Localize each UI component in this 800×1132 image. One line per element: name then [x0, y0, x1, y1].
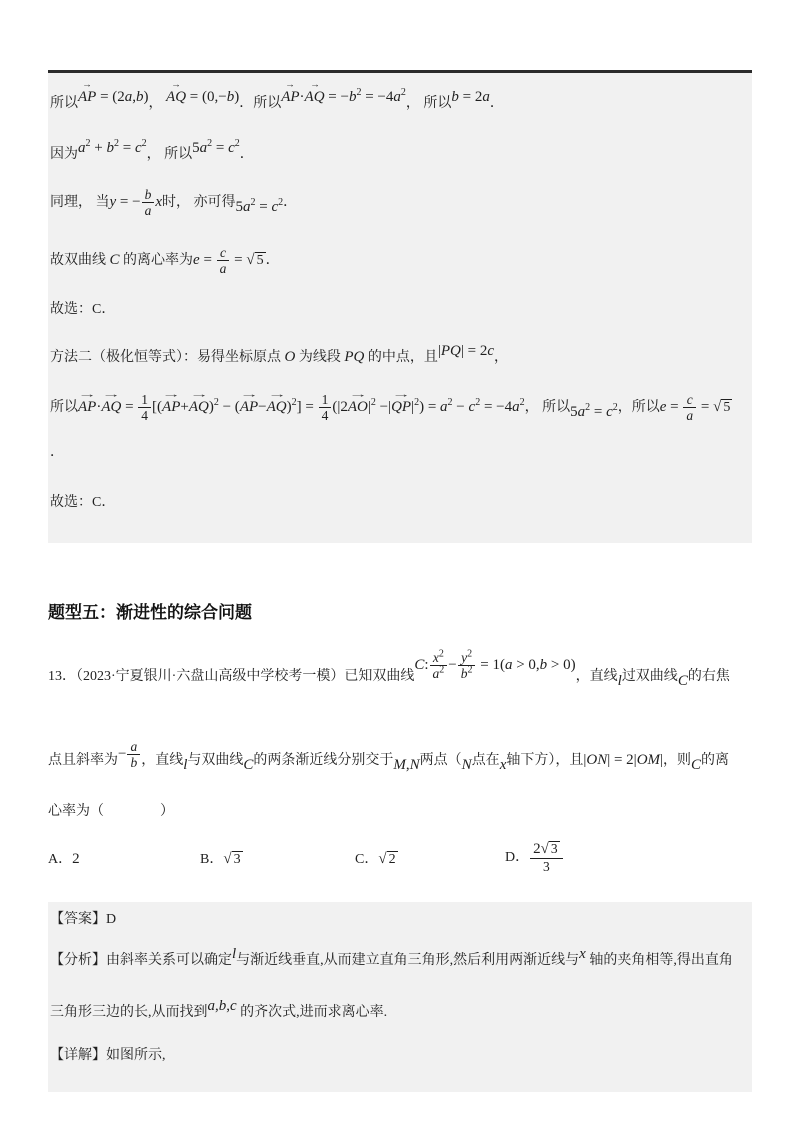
- problem-line: 点且斜率为− $\frac{a}{b}$ ，直线l与双曲线C的两条渐近线分别交于M,N两点（N点在x轴下方），且|ON| = 2|OM|，则C的离: [48, 738, 730, 773]
- option-value: 2: [72, 851, 80, 867]
- problem-line: 13．（2023·宁夏银川·六盘山高级中学校考一模）已知双曲线C: $\frac{x^2}{a^2}$ − $\frac{y^2}{b^2}$ = 1(a > 0,b > 0)，直线l过双曲线C的右焦: [48, 648, 730, 689]
- section-heading: 题型五：渐进性的综合问题: [48, 603, 252, 622]
- option-value: √ 3: [223, 851, 241, 867]
- option-label: C．: [355, 852, 379, 867]
- option-value: √ 2: [378, 851, 396, 867]
- solution-method2-equation: 所以AP →·AQ → = $\frac{1}{4}$ [(AP →+AQ →)$^2$ − (AP →−AQ →)$^2$] = $\frac{1}{4}$ $(|2AO \to|^2 -|QP \to|^2) = a^2 - c^2 = -4a^2$， 所以$5a^2 = c^2$，所以e = $\frac{c}{a}$ = √ 5 ．: [50, 387, 744, 473]
- solution-line: 故双曲线 C 的离心率为e = $\frac{c}{a}$ = √ 5 ．: [50, 244, 280, 277]
- solution-method2-line: 方法二（极化恒等式）：易得坐标原点 O 为线段 PQ 的中点，且|PQ| = 2c，: [50, 343, 508, 365]
- solution-line: 因为$a^2 + b^2 = c^2$， 所以$5a^2 = c^2$．: [50, 138, 254, 162]
- solution-line: 同理， 当y = − $\frac{b}{a}$ x时， 亦可得$5a^2 = c^2$．: [50, 186, 298, 219]
- problem-block: [48, 637, 752, 880]
- option-label: A．: [48, 852, 73, 867]
- page-content: [48, 70, 752, 1092]
- solution-block-1: [48, 73, 752, 543]
- solution-answer-line: 故选：C．: [50, 302, 116, 317]
- option-d: [505, 841, 752, 875]
- options-row: [48, 836, 752, 880]
- analysis-line: 【分析】由斜率关系可以确定l与渐近线垂直,从而建立直角三角形,然后利用两渐近线与x 轴的夹角相等,得出直角: [50, 946, 733, 968]
- option-b: [200, 848, 355, 868]
- answer-line: 【答案】D: [50, 912, 117, 927]
- option-label: B．: [200, 852, 224, 867]
- option-a: [48, 848, 200, 868]
- option-value: 2 √ 3 3: [529, 850, 563, 865]
- solution-answer-line: 故选：C．: [50, 495, 116, 510]
- problem-line: 心率为（ ）: [48, 804, 174, 819]
- option-c: [355, 848, 505, 868]
- detail-line: 【详解】如图所示,: [50, 1048, 166, 1063]
- option-label: D．: [505, 850, 530, 866]
- solution-line: 所以AP → = (2a,b)， AQ → = (0,−b)．所以AP →·AQ → = $-b^2 = -4a^2$， 所以b = 2a．: [50, 87, 744, 114]
- answer-block: [48, 902, 752, 1092]
- top-margin: [0, 0, 800, 70]
- analysis-line: 三角形三边的长,从而找到a,b,c 的齐次式,进而求离心率.: [50, 998, 388, 1020]
